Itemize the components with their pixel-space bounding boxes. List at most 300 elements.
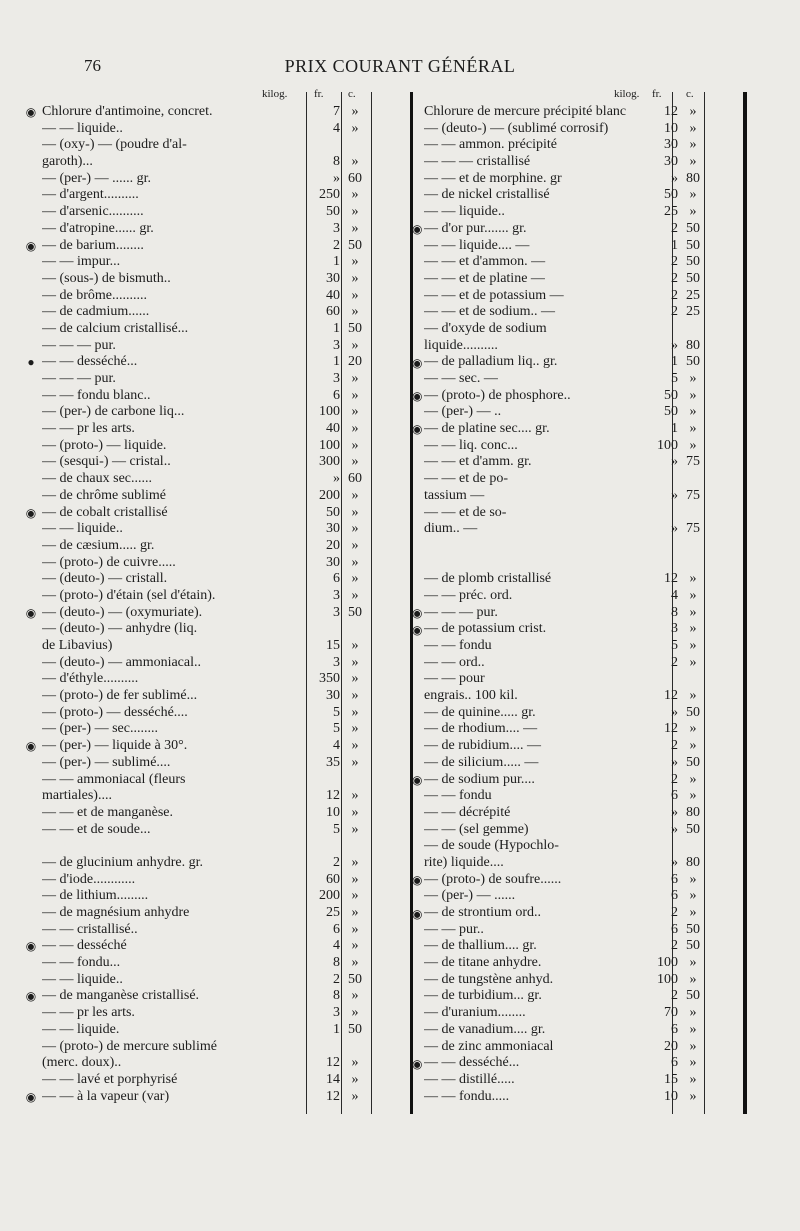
- price-francs: 6: [671, 788, 678, 804]
- page-number: 76: [84, 56, 101, 75]
- price-centimes: »: [351, 754, 359, 770]
- price-francs: 100: [319, 404, 340, 420]
- price-centimes: »: [689, 1038, 697, 1054]
- price-row: [424, 721, 708, 738]
- price-francs: 3: [333, 220, 340, 236]
- price-centimes: »: [689, 1055, 697, 1071]
- product-name: dium.. —: [424, 521, 478, 537]
- price-centimes: »: [351, 421, 359, 437]
- price-centimes: 75: [686, 487, 700, 503]
- product-name: liquide..........: [424, 337, 498, 353]
- price-row: [424, 121, 708, 138]
- price-francs: 2: [671, 220, 678, 236]
- price-row: [22, 788, 380, 805]
- price-row: [424, 605, 708, 622]
- price-centimes: »: [351, 704, 359, 720]
- price-row: [424, 805, 708, 822]
- product-name: — — pr les arts.: [42, 421, 135, 437]
- product-name: martiales)....: [42, 788, 112, 804]
- price-row: [424, 1022, 708, 1039]
- product-name: — de cobalt cristallisé: [42, 504, 168, 520]
- price-francs: 12: [664, 688, 678, 704]
- price-centimes: »: [689, 621, 697, 637]
- price-row: [22, 204, 380, 221]
- price-centimes: »: [351, 204, 359, 220]
- product-name: — — et de platine —: [424, 270, 545, 286]
- price-row: [22, 254, 380, 271]
- price-francs: 4: [333, 938, 340, 954]
- price-row: [22, 271, 380, 288]
- price-centimes: »: [689, 1088, 697, 1104]
- price-centimes: »: [689, 654, 697, 670]
- price-francs: 12: [326, 1055, 340, 1071]
- product-name: — de rhodium.... —: [424, 721, 538, 737]
- product-name: — — pour: [424, 671, 485, 687]
- price-francs: 6: [671, 921, 678, 937]
- price-centimes: »: [351, 404, 359, 420]
- product-name: — — liquide..: [424, 204, 505, 220]
- price-francs: 14: [326, 1071, 340, 1087]
- price-centimes: »: [351, 554, 359, 570]
- price-centimes: 50: [686, 237, 700, 253]
- price-centimes: »: [351, 804, 359, 820]
- price-row: [22, 104, 380, 121]
- product-name: — de barium........: [42, 237, 144, 253]
- product-name: — d'atropine...... gr.: [42, 220, 154, 236]
- price-centimes: »: [689, 120, 697, 136]
- column-divider: [410, 92, 413, 1114]
- price-row: [22, 888, 380, 905]
- price-francs: »: [671, 521, 678, 537]
- price-row: [22, 805, 380, 822]
- price-centimes: 75: [686, 454, 700, 470]
- price-centimes: 50: [348, 320, 362, 336]
- price-francs: 10: [664, 1088, 678, 1104]
- price-row: [22, 905, 380, 922]
- product-name: — — préc. ord.: [424, 587, 513, 603]
- price-francs: 4: [333, 120, 340, 136]
- product-name: (merc. doux)..: [42, 1055, 122, 1071]
- price-row: [424, 755, 708, 772]
- product-name: — d'oxyde de sodium: [424, 320, 547, 336]
- price-francs: 10: [326, 804, 340, 820]
- product-name: — (deuto-) — (oxymuriate).: [42, 604, 203, 620]
- price-francs: 100: [319, 437, 340, 453]
- price-centimes: 50: [348, 604, 362, 620]
- price-row: [424, 688, 708, 705]
- price-row: [424, 888, 708, 905]
- price-centimes: »: [689, 371, 697, 386]
- product-name: — d'iode............: [42, 871, 136, 887]
- price-francs: »: [671, 487, 678, 503]
- price-francs: 2: [671, 771, 678, 787]
- price-centimes: »: [351, 654, 359, 670]
- price-row: [424, 388, 708, 405]
- price-francs: 2: [671, 938, 678, 954]
- bullet-mark: ◉: [412, 606, 423, 620]
- price-centimes: »: [689, 204, 697, 220]
- page-header: [0, 50, 800, 80]
- product-name: — de lithium.........: [42, 888, 149, 904]
- product-name: — de cæsium..... gr.: [42, 537, 155, 553]
- product-name: — — cristallisé..: [42, 921, 138, 937]
- price-francs: 50: [326, 504, 340, 520]
- price-row: [424, 454, 708, 471]
- price-row: [22, 1055, 380, 1072]
- price-centimes: »: [351, 738, 359, 754]
- price-centimes: 50: [686, 988, 700, 1004]
- kilog-header: kilog.: [262, 88, 288, 100]
- product-name: — (per-) — ...... gr.: [42, 170, 151, 186]
- price-francs: 50: [664, 387, 678, 403]
- product-name: — — et de soude...: [42, 821, 151, 837]
- price-row: [424, 271, 708, 288]
- product-name: — — fondu: [424, 638, 492, 653]
- price-francs: 30: [326, 554, 340, 570]
- price-row: [22, 354, 380, 371]
- price-centimes: 25: [686, 287, 700, 303]
- product-name: — — (sel gemme): [424, 821, 529, 837]
- price-row: [22, 872, 380, 889]
- product-name: — — sec. —: [424, 371, 498, 386]
- price-centimes: »: [351, 1055, 359, 1071]
- bullet-mark: ◉: [412, 906, 423, 921]
- price-centimes: »: [351, 337, 359, 353]
- price-francs: 50: [664, 404, 678, 420]
- product-name: — — et de manganèse.: [42, 804, 174, 820]
- price-row: [424, 421, 708, 438]
- price-row: [424, 772, 708, 789]
- price-francs: »: [671, 170, 678, 186]
- price-francs: 300: [319, 454, 340, 470]
- product-name: — — ord..: [424, 654, 485, 670]
- price-centimes: 60: [348, 170, 362, 186]
- price-francs: 2: [671, 905, 678, 920]
- price-centimes: 80: [686, 170, 700, 186]
- price-francs: 50: [664, 187, 678, 203]
- page-title: PRIX COURANT GÉNÉRAL: [284, 56, 516, 76]
- price-francs: 5: [333, 821, 340, 837]
- price-row: [424, 588, 708, 605]
- price-centimes: »: [351, 521, 359, 537]
- product-name: — de nickel cristallisé: [424, 187, 550, 203]
- price-centimes: »: [351, 988, 359, 1004]
- product-name: — de thallium.... gr.: [424, 938, 537, 954]
- price-row: [424, 154, 708, 171]
- price-centimes: »: [351, 921, 359, 937]
- product-name: — (proto-) de fer sublimé...: [42, 688, 198, 704]
- bullet-mark: ◉: [25, 605, 37, 620]
- price-francs: 3: [333, 604, 340, 620]
- price-francs: 15: [664, 1071, 678, 1087]
- price-centimes: »: [689, 788, 697, 804]
- price-row: [22, 621, 380, 638]
- product-name: — de brôme..........: [42, 287, 147, 303]
- price-centimes: »: [689, 721, 697, 737]
- product-name: — — et de morphine. gr: [424, 170, 562, 186]
- product-name: — — fondu...: [42, 955, 121, 971]
- price-row: [424, 521, 708, 538]
- bullet-mark: ●: [27, 355, 35, 370]
- price-francs: 5: [333, 721, 340, 737]
- price-row: [22, 822, 380, 839]
- price-centimes: »: [351, 304, 359, 320]
- price-centimes: »: [689, 871, 697, 887]
- price-row: [22, 571, 380, 588]
- price-francs: 3: [333, 1005, 340, 1021]
- price-centimes: 75: [686, 521, 700, 537]
- price-francs: 6: [671, 1055, 678, 1071]
- price-centimes: »: [351, 721, 359, 737]
- price-centimes: »: [351, 938, 359, 954]
- product-name: — d'éthyle..........: [42, 671, 139, 687]
- product-name: garoth)...: [42, 154, 93, 170]
- price-francs: 1: [333, 320, 340, 336]
- price-francs: 25: [664, 204, 678, 220]
- price-row: [22, 505, 380, 522]
- price-francs: 2: [671, 988, 678, 1004]
- price-row: [424, 705, 708, 722]
- price-centimes: »: [351, 187, 359, 203]
- price-row: [424, 1072, 708, 1089]
- product-name: — (sesqui-) — cristal..: [42, 454, 171, 470]
- product-name: — — desséché: [42, 938, 127, 954]
- product-name: — (per-) — sublimé....: [42, 754, 171, 770]
- price-row: [424, 304, 708, 321]
- price-row: [22, 772, 380, 789]
- price-centimes: »: [689, 187, 697, 203]
- price-row: [22, 521, 380, 538]
- price-francs: 12: [664, 571, 678, 587]
- price-row: [424, 187, 708, 204]
- price-centimes: »: [351, 854, 359, 870]
- price-francs: 100: [657, 437, 678, 453]
- left-column-head: [22, 88, 380, 104]
- price-francs: 200: [319, 487, 340, 503]
- price-centimes: »: [689, 971, 697, 987]
- product-name: — — et de potassium —: [424, 287, 564, 303]
- price-centimes: »: [689, 387, 697, 403]
- price-francs: 6: [333, 571, 340, 587]
- product-name: de Libavius): [42, 638, 113, 653]
- bullet-mark: ◉: [25, 505, 37, 520]
- product-name: — — liquide..: [42, 120, 123, 136]
- price-francs: 12: [664, 721, 678, 737]
- price-centimes: »: [689, 905, 697, 920]
- product-name: engrais.. 100 kil.: [424, 688, 518, 704]
- product-name: — de chrôme sublimé: [42, 487, 167, 503]
- price-row: [424, 571, 708, 588]
- price-francs: 1: [671, 237, 678, 253]
- price-francs: 12: [326, 1088, 340, 1104]
- price-row: [424, 488, 708, 505]
- price-centimes: »: [351, 788, 359, 804]
- price-row: [424, 538, 708, 555]
- product-name: — — et de po-: [424, 471, 508, 487]
- product-name: — de potassium crist.: [424, 621, 547, 637]
- price-centimes: »: [351, 220, 359, 236]
- price-francs: 35: [326, 754, 340, 770]
- price-row: [22, 471, 380, 488]
- product-name: — — liquide..: [42, 521, 123, 537]
- product-name: — de zinc ammoniacal: [424, 1038, 554, 1054]
- product-name: — (deuto-) — cristall.: [42, 571, 168, 587]
- price-row: [22, 988, 380, 1005]
- product-name: — de turbidium... gr.: [424, 988, 542, 1004]
- price-francs: 6: [333, 921, 340, 937]
- price-row: [22, 454, 380, 471]
- price-francs: 3: [333, 587, 340, 603]
- price-centimes: »: [689, 1005, 697, 1021]
- price-row: [22, 1072, 380, 1089]
- price-row: [22, 288, 380, 305]
- product-name: — — pr les arts.: [42, 1005, 135, 1021]
- fr-header: fr.: [652, 88, 662, 100]
- product-name: — (proto-) de mercure sublimé: [42, 1038, 217, 1054]
- price-row: [22, 438, 380, 455]
- price-row: [424, 471, 708, 488]
- price-centimes: 20: [348, 354, 362, 370]
- product-name: — (per-) — ......: [424, 888, 516, 904]
- price-row: [22, 137, 380, 154]
- bullet-mark: ◉: [412, 388, 423, 403]
- product-name: — de magnésium anhydre: [42, 905, 190, 920]
- price-row: [424, 872, 708, 889]
- price-francs: 3: [333, 654, 340, 670]
- price-row: [424, 371, 708, 388]
- product-name: — de calcium cristallisé...: [42, 320, 189, 336]
- price-francs: 250: [319, 187, 340, 203]
- price-francs: 8: [333, 955, 340, 971]
- product-name: — — — pur.: [42, 371, 116, 386]
- price-row: [424, 221, 708, 238]
- price-row: [22, 154, 380, 171]
- price-row: [424, 788, 708, 805]
- product-name: — (per-) — ..: [424, 404, 502, 420]
- price-centimes: »: [351, 871, 359, 887]
- price-row: [22, 838, 380, 855]
- price-row: [424, 905, 708, 922]
- product-name: — — fondu: [424, 788, 492, 804]
- product-name: — (per-) de carbone liq...: [42, 404, 185, 420]
- product-name: — — et d'ammon. —: [424, 254, 546, 270]
- price-centimes: »: [689, 955, 697, 971]
- product-name: — — desséché...: [42, 354, 138, 370]
- price-row: [22, 1089, 380, 1106]
- price-row: [424, 171, 708, 188]
- price-row: [22, 488, 380, 505]
- price-row: [22, 388, 380, 405]
- price-francs: »: [671, 804, 678, 820]
- price-row: [424, 555, 708, 572]
- price-row: [22, 855, 380, 872]
- price-francs: 6: [671, 1021, 678, 1037]
- price-francs: 2: [671, 287, 678, 303]
- price-row: [22, 421, 380, 438]
- product-name: — (proto-) d'étain (sel d'étain).: [42, 587, 216, 603]
- product-name: — — ammoniacal (fleurs: [42, 771, 186, 787]
- price-centimes: »: [351, 437, 359, 453]
- product-name: — — — pur.: [42, 337, 116, 353]
- price-row: [22, 304, 380, 321]
- price-francs: 2: [671, 654, 678, 670]
- product-name: — — fondu blanc..: [42, 387, 151, 403]
- price-centimes: 50: [686, 938, 700, 954]
- price-francs: 30: [664, 137, 678, 153]
- price-francs: 1: [333, 354, 340, 370]
- price-francs: 60: [326, 871, 340, 887]
- price-row: [22, 1005, 380, 1022]
- price-francs: 12: [664, 104, 678, 119]
- price-row: [424, 922, 708, 939]
- product-name: — — — pur.: [424, 604, 498, 620]
- bullet-mark: ◉: [25, 238, 37, 253]
- price-centimes: »: [351, 905, 359, 920]
- product-name: — (per-) — liquide à 30°.: [42, 738, 188, 754]
- price-row: [22, 705, 380, 722]
- price-francs: 6: [671, 888, 678, 904]
- price-francs: 25: [326, 905, 340, 920]
- product-name: — — et de so-: [424, 504, 507, 520]
- bullet-mark: ◉: [412, 422, 423, 437]
- product-name: — d'or pur....... gr.: [424, 220, 527, 236]
- price-centimes: »: [351, 638, 359, 653]
- product-name: — d'argent..........: [42, 187, 139, 203]
- price-centimes: 25: [686, 304, 700, 320]
- price-centimes: »: [689, 688, 697, 704]
- price-row: [424, 1055, 708, 1072]
- price-centimes: »: [689, 587, 697, 603]
- price-francs: »: [671, 854, 678, 870]
- product-name: — — fondu.....: [424, 1088, 510, 1104]
- price-row: [424, 838, 708, 855]
- price-centimes: »: [689, 137, 697, 153]
- price-centimes: »: [351, 955, 359, 971]
- price-francs: »: [671, 337, 678, 353]
- price-francs: »: [671, 704, 678, 720]
- price-row: [424, 655, 708, 672]
- price-row: [424, 404, 708, 421]
- price-centimes: »: [351, 104, 359, 119]
- price-centimes: »: [351, 371, 359, 386]
- product-name: — de quinine..... gr.: [424, 704, 536, 720]
- product-name: — — pur..: [424, 921, 484, 937]
- price-centimes: »: [351, 821, 359, 837]
- price-centimes: »: [351, 254, 359, 270]
- price-row: [424, 955, 708, 972]
- price-francs: 15: [326, 638, 340, 653]
- product-name: — d'arsenic..........: [42, 204, 144, 220]
- price-francs: 5: [333, 704, 340, 720]
- price-francs: 30: [326, 521, 340, 537]
- price-centimes: »: [351, 154, 359, 170]
- price-row: [22, 338, 380, 355]
- price-row: [424, 671, 708, 688]
- price-centimes: »: [689, 738, 697, 754]
- product-name: — — et d'amm. gr.: [424, 454, 532, 470]
- left-price-list: [22, 104, 380, 1105]
- price-francs: 1: [333, 254, 340, 270]
- price-francs: 20: [664, 1038, 678, 1054]
- price-centimes: 50: [686, 754, 700, 770]
- price-row: [22, 922, 380, 939]
- product-name: — — liquide.... —: [424, 237, 530, 253]
- price-centimes: »: [689, 1021, 697, 1037]
- product-name: — (oxy-) — (poudre d'al-: [42, 137, 187, 153]
- price-francs: 5: [671, 638, 678, 653]
- price-row: [424, 1089, 708, 1106]
- price-row: [22, 605, 380, 622]
